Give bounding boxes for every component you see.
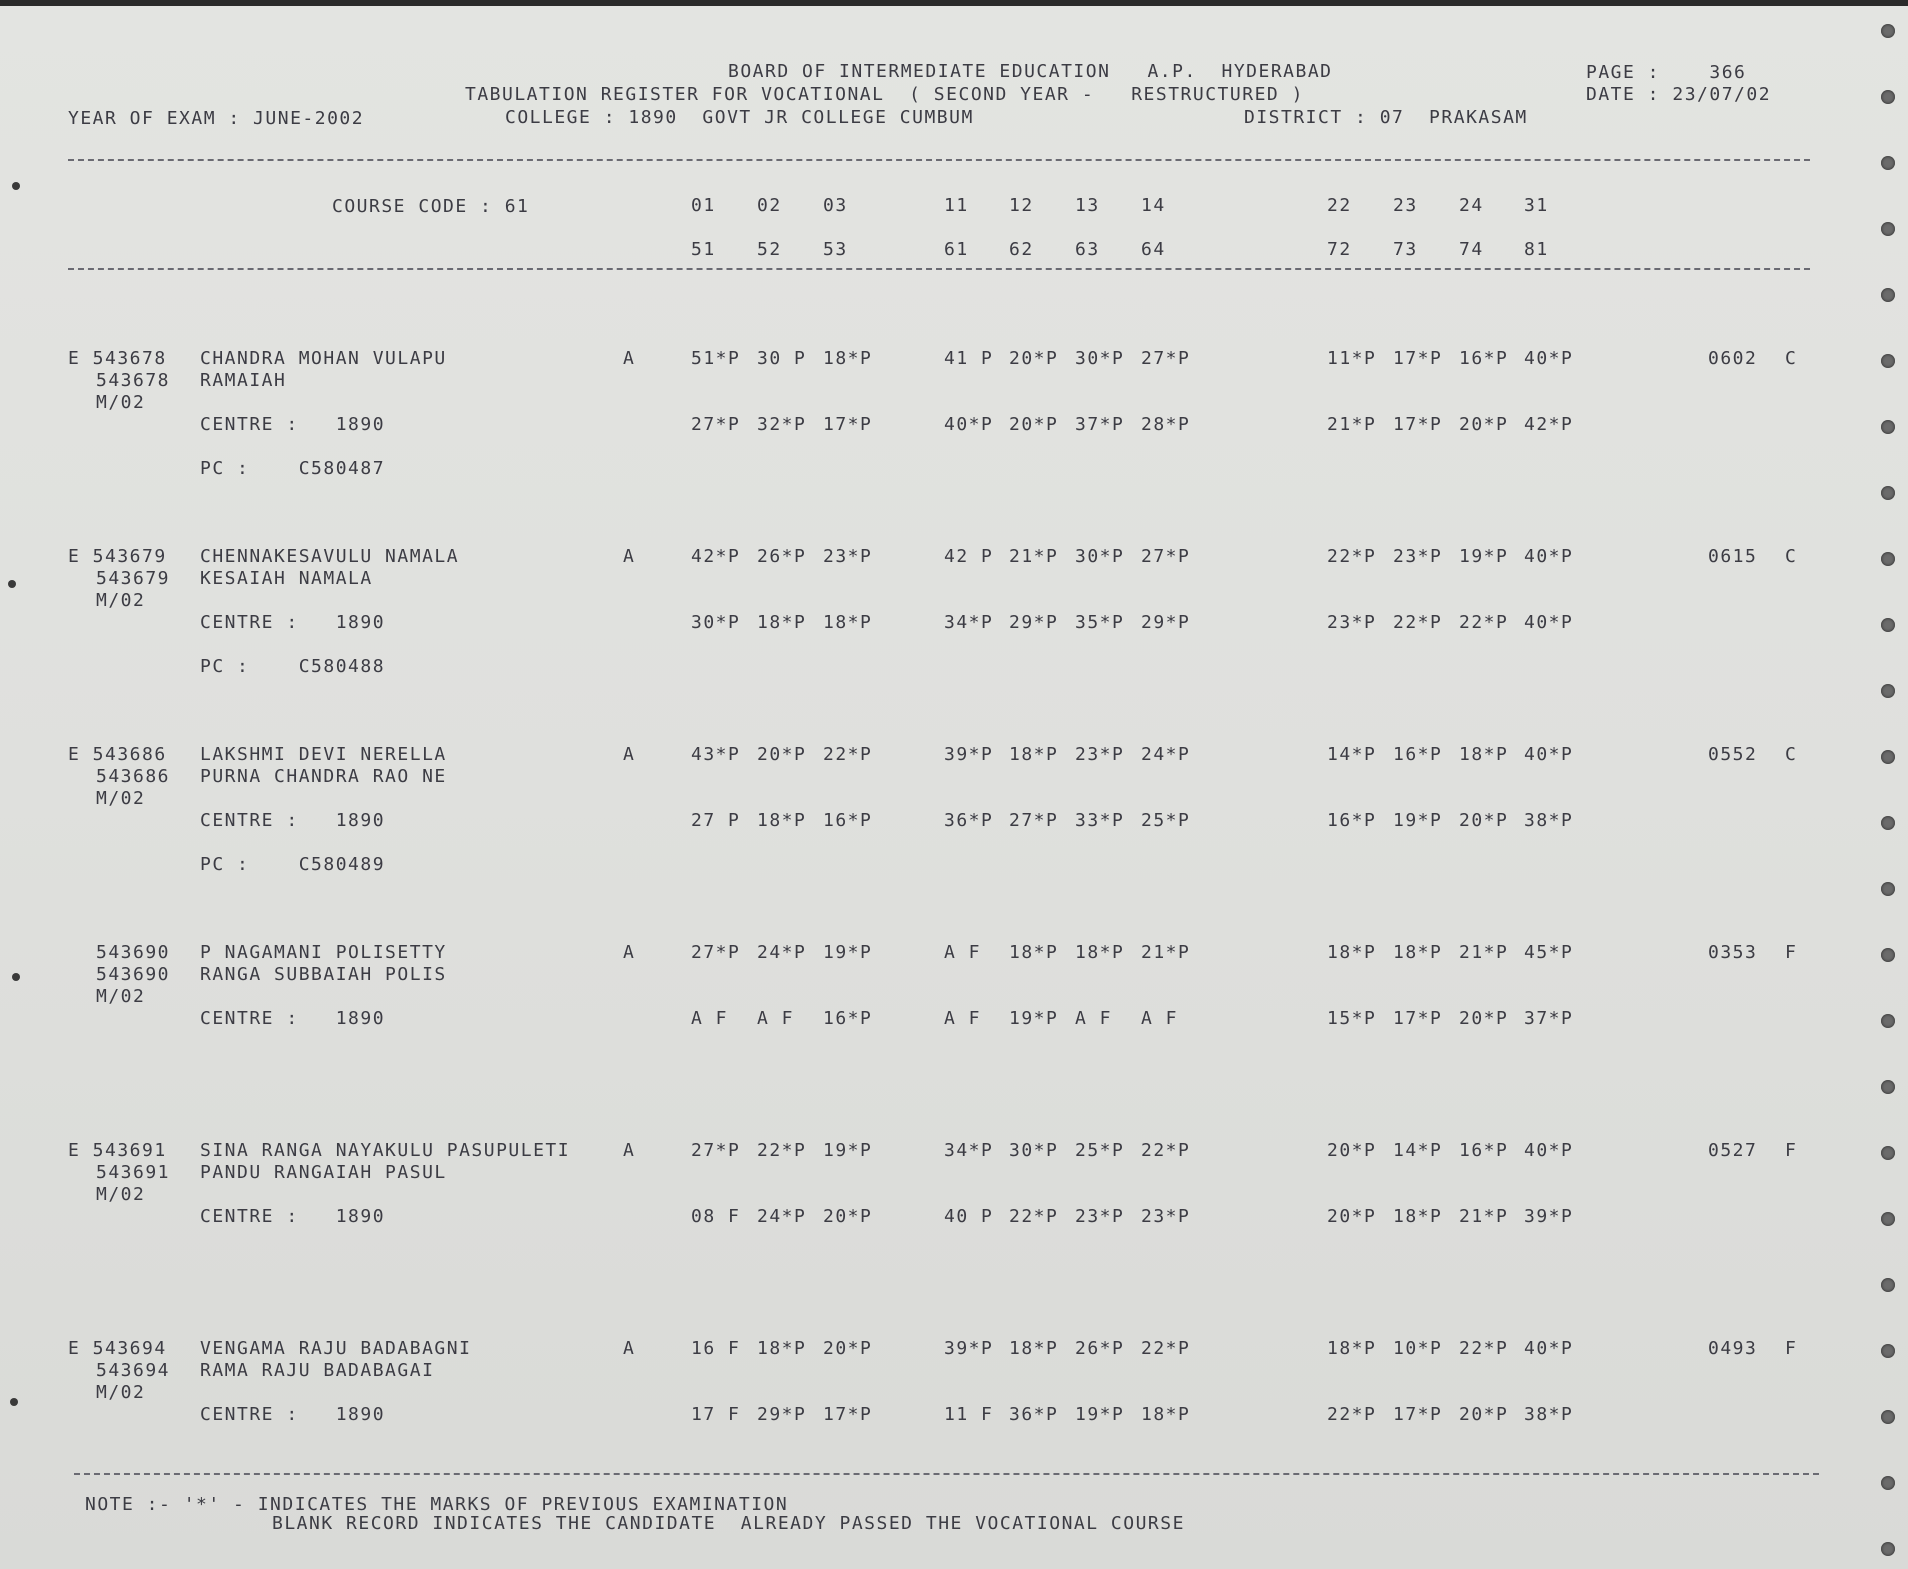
mark-cell: 27*P bbox=[691, 942, 741, 963]
mark-cell: 19*P bbox=[1393, 810, 1443, 831]
mark-cell: 16*P bbox=[823, 810, 873, 831]
mark-cell: 40*P bbox=[1524, 744, 1574, 765]
header-college: COLLEGE : 1890 GOVT JR COLLEGE CUMBUM bbox=[505, 107, 974, 128]
subject-code: 13 bbox=[1075, 195, 1100, 216]
mark-cell: 18*P bbox=[1327, 1338, 1377, 1359]
mark-cell: 21*P bbox=[1141, 942, 1191, 963]
feed-hole bbox=[1881, 1476, 1895, 1490]
candidate-id-secondary: 543694 bbox=[96, 1360, 171, 1381]
feed-hole bbox=[1881, 1014, 1895, 1028]
mark-cell: 20*P bbox=[1327, 1140, 1377, 1161]
feed-hole bbox=[1881, 882, 1895, 896]
feed-hole bbox=[1881, 156, 1895, 170]
mark-cell: 23*P bbox=[1141, 1206, 1191, 1227]
total-marks: 0602 bbox=[1708, 348, 1758, 369]
mark-cell: 22*P bbox=[1009, 1206, 1059, 1227]
mark-cell: 17*P bbox=[1393, 348, 1443, 369]
dashed-rule-header bbox=[68, 268, 1810, 270]
feed-hole bbox=[1881, 24, 1895, 38]
mark-cell: 20*P bbox=[1459, 1008, 1509, 1029]
mark-cell: 22*P bbox=[1141, 1338, 1191, 1359]
mark-cell: A F bbox=[757, 1008, 795, 1029]
candidate-name: P NAGAMANI POLISETTY bbox=[200, 942, 447, 963]
mark-cell: 20*P bbox=[1009, 414, 1059, 435]
mark-cell: 17*P bbox=[1393, 1008, 1443, 1029]
mark-cell: 22*P bbox=[1327, 1404, 1377, 1425]
mark-cell: 27*P bbox=[1141, 348, 1191, 369]
exam-month: M/02 bbox=[96, 1184, 146, 1205]
mark-cell: 40*P bbox=[1524, 612, 1574, 633]
feed-hole bbox=[1881, 1080, 1895, 1094]
punch-mark bbox=[8, 580, 16, 588]
mark-cell: 21*P bbox=[1459, 1206, 1509, 1227]
feed-hole bbox=[1881, 420, 1895, 434]
mark-cell: 23*P bbox=[1327, 612, 1377, 633]
feed-hole bbox=[1881, 1212, 1895, 1226]
mark-cell: 33*P bbox=[1075, 810, 1125, 831]
mark-cell: 18*P bbox=[1141, 1404, 1191, 1425]
mark-cell: 18*P bbox=[1009, 942, 1059, 963]
subject-code: 22 bbox=[1327, 195, 1352, 216]
result: F bbox=[1785, 942, 1798, 963]
mark-cell: 39*P bbox=[944, 1338, 994, 1359]
mark-cell: 23*P bbox=[823, 546, 873, 567]
mark-cell: 51*P bbox=[691, 348, 741, 369]
mark-cell: 20*P bbox=[1327, 1206, 1377, 1227]
mark-cell: 22*P bbox=[1459, 1338, 1509, 1359]
mark-cell: 18*P bbox=[1327, 942, 1377, 963]
punch-mark bbox=[12, 182, 20, 190]
candidate-name: CHANDRA MOHAN VULAPU bbox=[200, 348, 447, 369]
mark-cell: 30*P bbox=[1009, 1140, 1059, 1161]
mark-cell: 40*P bbox=[1524, 1338, 1574, 1359]
centre: CENTRE : 1890 bbox=[200, 414, 386, 435]
mark-cell: 19*P bbox=[1075, 1404, 1125, 1425]
mark-cell: 36*P bbox=[944, 810, 994, 831]
candidate-id: 543690 bbox=[96, 942, 171, 963]
subject-code: 24 bbox=[1459, 195, 1484, 216]
mark-cell: A F bbox=[1141, 1008, 1179, 1029]
mark-cell: 18*P bbox=[1393, 942, 1443, 963]
header-board: BOARD OF INTERMEDIATE EDUCATION A.P. HYDERABAD bbox=[728, 61, 1333, 82]
mark-cell: 24*P bbox=[757, 1206, 807, 1227]
mark-cell: 11*P bbox=[1327, 348, 1377, 369]
mark-cell: 36*P bbox=[1009, 1404, 1059, 1425]
feed-hole bbox=[1881, 1542, 1895, 1556]
centre: CENTRE : 1890 bbox=[200, 1008, 386, 1029]
mark-cell: 30*P bbox=[1075, 546, 1125, 567]
candidate-id-secondary: 543686 bbox=[96, 766, 171, 787]
mark-cell: 16*P bbox=[1393, 744, 1443, 765]
centre: CENTRE : 1890 bbox=[200, 1206, 386, 1227]
mark-cell: 40 P bbox=[944, 1206, 994, 1227]
mark-cell: 18*P bbox=[1009, 1338, 1059, 1359]
mark-cell: 20*P bbox=[1009, 348, 1059, 369]
mark-cell: A F bbox=[944, 1008, 982, 1029]
header-year-of-exam: YEAR OF EXAM : JUNE-2002 bbox=[68, 108, 365, 129]
subject-code: 11 bbox=[944, 195, 969, 216]
feed-hole bbox=[1881, 222, 1895, 236]
mark-cell: 27 P bbox=[691, 810, 741, 831]
subject-code: 62 bbox=[1009, 239, 1034, 260]
centre: CENTRE : 1890 bbox=[200, 810, 386, 831]
result: F bbox=[1785, 1140, 1798, 1161]
mark-cell: 35*P bbox=[1075, 612, 1125, 633]
mark-cell: 19*P bbox=[823, 942, 873, 963]
grade: A bbox=[623, 942, 636, 963]
mark-cell: 19*P bbox=[1009, 1008, 1059, 1029]
candidate-name: CHENNAKESAVULU NAMALA bbox=[200, 546, 460, 567]
dashed-rule-bottom bbox=[74, 1473, 1819, 1475]
subject-code: 73 bbox=[1393, 239, 1418, 260]
feed-hole bbox=[1881, 90, 1895, 104]
mark-cell: 39*P bbox=[1524, 1206, 1574, 1227]
mark-cell: 22*P bbox=[1459, 612, 1509, 633]
subject-code: 72 bbox=[1327, 239, 1352, 260]
candidate-id: E 543686 bbox=[68, 744, 167, 765]
mark-cell: 16*P bbox=[1459, 1140, 1509, 1161]
pc-number: PC : C580488 bbox=[200, 656, 386, 677]
feed-hole bbox=[1881, 1278, 1895, 1292]
feed-hole bbox=[1881, 750, 1895, 764]
mark-cell: 20*P bbox=[1459, 1404, 1509, 1425]
mark-cell: 22*P bbox=[1141, 1140, 1191, 1161]
feed-hole bbox=[1881, 552, 1895, 566]
mark-cell: 37*P bbox=[1524, 1008, 1574, 1029]
mark-cell: 28*P bbox=[1141, 414, 1191, 435]
mark-cell: 18*P bbox=[757, 1338, 807, 1359]
grade: A bbox=[623, 348, 636, 369]
candidate-name: SINA RANGA NAYAKULU PASUPULETI bbox=[200, 1140, 571, 1161]
subject-code: 12 bbox=[1009, 195, 1034, 216]
course-code: COURSE CODE : 61 bbox=[332, 196, 530, 217]
mark-cell: 39*P bbox=[944, 744, 994, 765]
total-marks: 0527 bbox=[1708, 1140, 1758, 1161]
grade: A bbox=[623, 1338, 636, 1359]
mark-cell: 43*P bbox=[691, 744, 741, 765]
mark-cell: 11 F bbox=[944, 1404, 994, 1425]
header-district: DISTRICT : 07 PRAKASAM bbox=[1244, 107, 1528, 128]
subject-code: 02 bbox=[757, 195, 782, 216]
candidate-id-secondary: 543679 bbox=[96, 568, 171, 589]
mark-cell: 40*P bbox=[1524, 348, 1574, 369]
punch-mark bbox=[12, 973, 20, 981]
pc-number: PC : C580489 bbox=[200, 854, 386, 875]
candidate-id: E 543694 bbox=[68, 1338, 167, 1359]
mark-cell: 20*P bbox=[823, 1338, 873, 1359]
total-marks: 0615 bbox=[1708, 546, 1758, 567]
mark-cell: 18*P bbox=[1075, 942, 1125, 963]
mark-cell: 38*P bbox=[1524, 810, 1574, 831]
mark-cell: 22*P bbox=[1393, 612, 1443, 633]
feed-hole bbox=[1881, 288, 1895, 302]
header-register-title: TABULATION REGISTER FOR VOCATIONAL ( SECOND YEAR - RESTRUCTURED ) bbox=[465, 84, 1304, 105]
feed-hole bbox=[1881, 948, 1895, 962]
total-marks: 0493 bbox=[1708, 1338, 1758, 1359]
exam-month: M/02 bbox=[96, 986, 146, 1007]
mark-cell: 18*P bbox=[823, 348, 873, 369]
mark-cell: 34*P bbox=[944, 1140, 994, 1161]
exam-month: M/02 bbox=[96, 590, 146, 611]
mark-cell: 26*P bbox=[1075, 1338, 1125, 1359]
mark-cell: 20*P bbox=[1459, 810, 1509, 831]
mark-cell: 16*P bbox=[1459, 348, 1509, 369]
mark-cell: 34*P bbox=[944, 612, 994, 633]
subject-code: 51 bbox=[691, 239, 716, 260]
subject-code: 52 bbox=[757, 239, 782, 260]
grade: A bbox=[623, 1140, 636, 1161]
subject-code: 01 bbox=[691, 195, 716, 216]
total-marks: 0353 bbox=[1708, 942, 1758, 963]
mark-cell: 18*P bbox=[1393, 1206, 1443, 1227]
mark-cell: 20*P bbox=[757, 744, 807, 765]
punch-mark bbox=[10, 1398, 18, 1406]
candidate-id: E 543679 bbox=[68, 546, 167, 567]
mark-cell: 21*P bbox=[1009, 546, 1059, 567]
subject-code: 63 bbox=[1075, 239, 1100, 260]
feed-hole bbox=[1881, 618, 1895, 632]
mark-cell: 18*P bbox=[823, 612, 873, 633]
father-name: PANDU RANGAIAH PASUL bbox=[200, 1162, 447, 1183]
mark-cell: 26*P bbox=[757, 546, 807, 567]
mark-cell: 37*P bbox=[1075, 414, 1125, 435]
mark-cell: 24*P bbox=[1141, 744, 1191, 765]
subject-code: 74 bbox=[1459, 239, 1484, 260]
mark-cell: A F bbox=[944, 942, 982, 963]
note-line-1: NOTE :- '*' - INDICATES THE MARKS OF PREVIOUS EXAMINATION bbox=[85, 1494, 789, 1515]
result: F bbox=[1785, 1338, 1798, 1359]
father-name: PURNA CHANDRA RAO NE bbox=[200, 766, 447, 787]
paper-top-edge bbox=[0, 0, 1908, 6]
mark-cell: 10*P bbox=[1393, 1338, 1443, 1359]
candidate-name: VENGAMA RAJU BADABAGNI bbox=[200, 1338, 472, 1359]
feed-hole bbox=[1881, 1410, 1895, 1424]
mark-cell: A F bbox=[691, 1008, 729, 1029]
mark-cell: 21*P bbox=[1327, 414, 1377, 435]
mark-cell: 19*P bbox=[823, 1140, 873, 1161]
grade: A bbox=[623, 744, 636, 765]
mark-cell: 17 F bbox=[691, 1404, 741, 1425]
father-name: RANGA SUBBAIAH POLIS bbox=[200, 964, 447, 985]
mark-cell: 17*P bbox=[823, 1404, 873, 1425]
feed-hole bbox=[1881, 1146, 1895, 1160]
father-name: RAMA RAJU BADABAGAI bbox=[200, 1360, 435, 1381]
father-name: KESAIAH NAMALA bbox=[200, 568, 373, 589]
mark-cell: 38*P bbox=[1524, 1404, 1574, 1425]
subject-code: 61 bbox=[944, 239, 969, 260]
result: C bbox=[1785, 348, 1798, 369]
mark-cell: 18*P bbox=[757, 810, 807, 831]
mark-cell: 32*P bbox=[757, 414, 807, 435]
mark-cell: 30 P bbox=[757, 348, 807, 369]
mark-cell: 18*P bbox=[1459, 744, 1509, 765]
mark-cell: 23*P bbox=[1075, 1206, 1125, 1227]
mark-cell: 14*P bbox=[1327, 744, 1377, 765]
feed-hole bbox=[1881, 1344, 1895, 1358]
mark-cell: 42 P bbox=[944, 546, 994, 567]
mark-cell: 21*P bbox=[1459, 942, 1509, 963]
mark-cell: 14*P bbox=[1393, 1140, 1443, 1161]
mark-cell: 16 F bbox=[691, 1338, 741, 1359]
centre: CENTRE : 1890 bbox=[200, 1404, 386, 1425]
exam-month: M/02 bbox=[96, 1382, 146, 1403]
mark-cell: 23*P bbox=[1075, 744, 1125, 765]
mark-cell: 45*P bbox=[1524, 942, 1574, 963]
mark-cell: 29*P bbox=[1009, 612, 1059, 633]
mark-cell: 25*P bbox=[1141, 810, 1191, 831]
mark-cell: 40*P bbox=[1524, 546, 1574, 567]
candidate-id: E 543678 bbox=[68, 348, 167, 369]
mark-cell: 23*P bbox=[1393, 546, 1443, 567]
mark-cell: 27*P bbox=[691, 414, 741, 435]
subject-code: 23 bbox=[1393, 195, 1418, 216]
subject-code: 31 bbox=[1524, 195, 1549, 216]
centre: CENTRE : 1890 bbox=[200, 612, 386, 633]
mark-cell: 20*P bbox=[823, 1206, 873, 1227]
candidate-id-secondary: 543678 bbox=[96, 370, 171, 391]
result: C bbox=[1785, 546, 1798, 567]
candidate-id-secondary: 543691 bbox=[96, 1162, 171, 1183]
mark-cell: 24*P bbox=[757, 942, 807, 963]
grade: A bbox=[623, 546, 636, 567]
feed-hole bbox=[1881, 684, 1895, 698]
pc-number: PC : C580487 bbox=[200, 458, 386, 479]
subject-code: 53 bbox=[823, 239, 848, 260]
subject-code: 81 bbox=[1524, 239, 1549, 260]
subject-code: 14 bbox=[1141, 195, 1166, 216]
feed-hole bbox=[1881, 486, 1895, 500]
note-line-2: BLANK RECORD INDICATES THE CANDIDATE ALREADY PASSED THE VOCATIONAL COURSE bbox=[272, 1513, 1185, 1534]
mark-cell: 42*P bbox=[1524, 414, 1574, 435]
mark-cell: 20*P bbox=[1459, 414, 1509, 435]
candidate-id: E 543691 bbox=[68, 1140, 167, 1161]
mark-cell: 40*P bbox=[1524, 1140, 1574, 1161]
feed-hole bbox=[1881, 816, 1895, 830]
mark-cell: 16*P bbox=[823, 1008, 873, 1029]
header-date: DATE : 23/07/02 bbox=[1586, 84, 1772, 105]
candidate-id-secondary: 543690 bbox=[96, 964, 171, 985]
mark-cell: 17*P bbox=[1393, 414, 1443, 435]
father-name: RAMAIAH bbox=[200, 370, 287, 391]
mark-cell: 15*P bbox=[1327, 1008, 1377, 1029]
mark-cell: 27*P bbox=[1009, 810, 1059, 831]
mark-cell: 41 P bbox=[944, 348, 994, 369]
mark-cell: 17*P bbox=[823, 414, 873, 435]
exam-month: M/02 bbox=[96, 392, 146, 413]
subject-code: 03 bbox=[823, 195, 848, 216]
mark-cell: 16*P bbox=[1327, 810, 1377, 831]
result: C bbox=[1785, 744, 1798, 765]
subject-code: 64 bbox=[1141, 239, 1166, 260]
feed-hole bbox=[1881, 354, 1895, 368]
mark-cell: 29*P bbox=[757, 1404, 807, 1425]
candidate-name: LAKSHMI DEVI NERELLA bbox=[200, 744, 447, 765]
mark-cell: 18*P bbox=[757, 612, 807, 633]
mark-cell: 27*P bbox=[691, 1140, 741, 1161]
mark-cell: 25*P bbox=[1075, 1140, 1125, 1161]
mark-cell: 27*P bbox=[1141, 546, 1191, 567]
mark-cell: 29*P bbox=[1141, 612, 1191, 633]
mark-cell: 30*P bbox=[1075, 348, 1125, 369]
header-page-number: PAGE : 366 bbox=[1586, 62, 1747, 83]
mark-cell: 30*P bbox=[691, 612, 741, 633]
exam-month: M/02 bbox=[96, 788, 146, 809]
mark-cell: 08 F bbox=[691, 1206, 741, 1227]
total-marks: 0552 bbox=[1708, 744, 1758, 765]
mark-cell: 17*P bbox=[1393, 1404, 1443, 1425]
dashed-rule-top bbox=[68, 159, 1810, 161]
mark-cell: 22*P bbox=[1327, 546, 1377, 567]
mark-cell: 22*P bbox=[757, 1140, 807, 1161]
mark-cell: 40*P bbox=[944, 414, 994, 435]
mark-cell: 22*P bbox=[823, 744, 873, 765]
mark-cell: 18*P bbox=[1009, 744, 1059, 765]
mark-cell: A F bbox=[1075, 1008, 1113, 1029]
mark-cell: 19*P bbox=[1459, 546, 1509, 567]
mark-cell: 42*P bbox=[691, 546, 741, 567]
